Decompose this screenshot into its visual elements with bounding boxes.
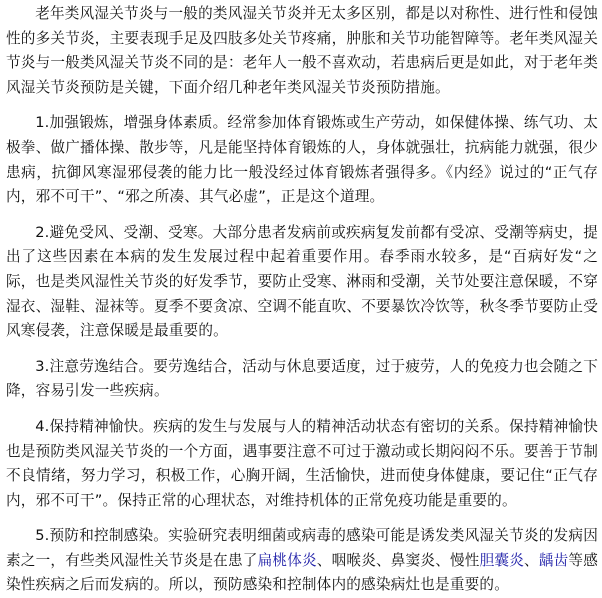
link-tonsillitis[interactable]: 扁桃体炎 <box>257 551 317 569</box>
prevention-item-2: 2.避免受风、受潮、受寒。大部分患者发病前或疾病复发前都有受凉、受潮等病史，提出了这些因素在本病的发生发展过程中起着重要作用。春季雨水较多，是“百病好发“之际，也是类风湿性关节炎的好发季节，要防止受寒、淋雨和受潮，关节处要注意保暖，不穿湿衣、湿鞋、湿袜等。夏季不要贪凉、空调不能直吹、不要暴饮冷饮等，秋冬季节要防止受风寒侵袭，注意保暖是最重要的。 <box>6 223 598 340</box>
prevention-item-1: 1.加强锻炼，增强身体素质。经常参加体育锻炼或生产劳动，如保健体操、练气功、太极拳、做广播体操、散步等，凡是能坚持体育锻炼的人，身体就强壮，抗病能力就强，很少患病，抗御风寒湿邪侵袭的能力比一般没经过体育锻炼者强得多。《内经》说过的“正气存内，邪不可干”、“邪之所凑、其气必虚”，正是这个道理。 <box>6 114 598 206</box>
prevention-item-4: 4.保持精神愉快。疾病的发生与发展与人的精神活动状态有密切的关系。保持精神愉快也是预防类风湿关节炎的一个方面，遇事要注意不可过于激动或长期闷闷不乐。要善于节制不良情绪，努力学习，积极工作，心胸开阔，生活愉快，进而使身体健康，要记住“正气存内，邪不可干”。保持正常的心理状态，对维持机体的正常免疫功能是重要的。 <box>6 417 598 509</box>
link-cholecystitis[interactable]: 胆囊炎 <box>479 551 524 569</box>
link-dental-caries[interactable]: 龋齿 <box>538 551 569 569</box>
item-5-text-3: 、 <box>524 551 539 569</box>
intro-paragraph: 老年类风湿关节炎与一般的类风湿关节炎并无太多区别，都是以对称性、进行性和侵蚀性的多关节炎，主要表现手足及四肢多处关节疼痛，肿胀和关节功能智障等。老年类风湿关节炎与一般类风湿关节炎不同的是：老年人一般不喜欢动，若患病后更是如此，对于老年类风湿关节炎预防是关键，下面介绍几种老年类风湿关节炎预防措施。 <box>6 5 598 96</box>
item-5-text-2: 、咽喉炎、鼻窦炎、慢性 <box>316 551 480 569</box>
item-5-text-4: 等感染性疾病之后而发病的。所以，预防感染和控制体内的感染病灶也是重要的。 <box>6 551 599 594</box>
item-5-text-1: 5.预防和控制感染。实验研究表明细菌或病毒的感染可能是诱发类风湿关节炎的发病因素之一，有些类风湿性关节炎是在患了 <box>6 527 598 569</box>
prevention-item-3: 3.注意劳逸结合。要劳逸结合，活动与休息要适度，过于疲劳，人的免疫力也会随之下降，容易引发一些疾病。 <box>6 357 598 400</box>
prevention-item-5 <box>6 524 598 598</box>
